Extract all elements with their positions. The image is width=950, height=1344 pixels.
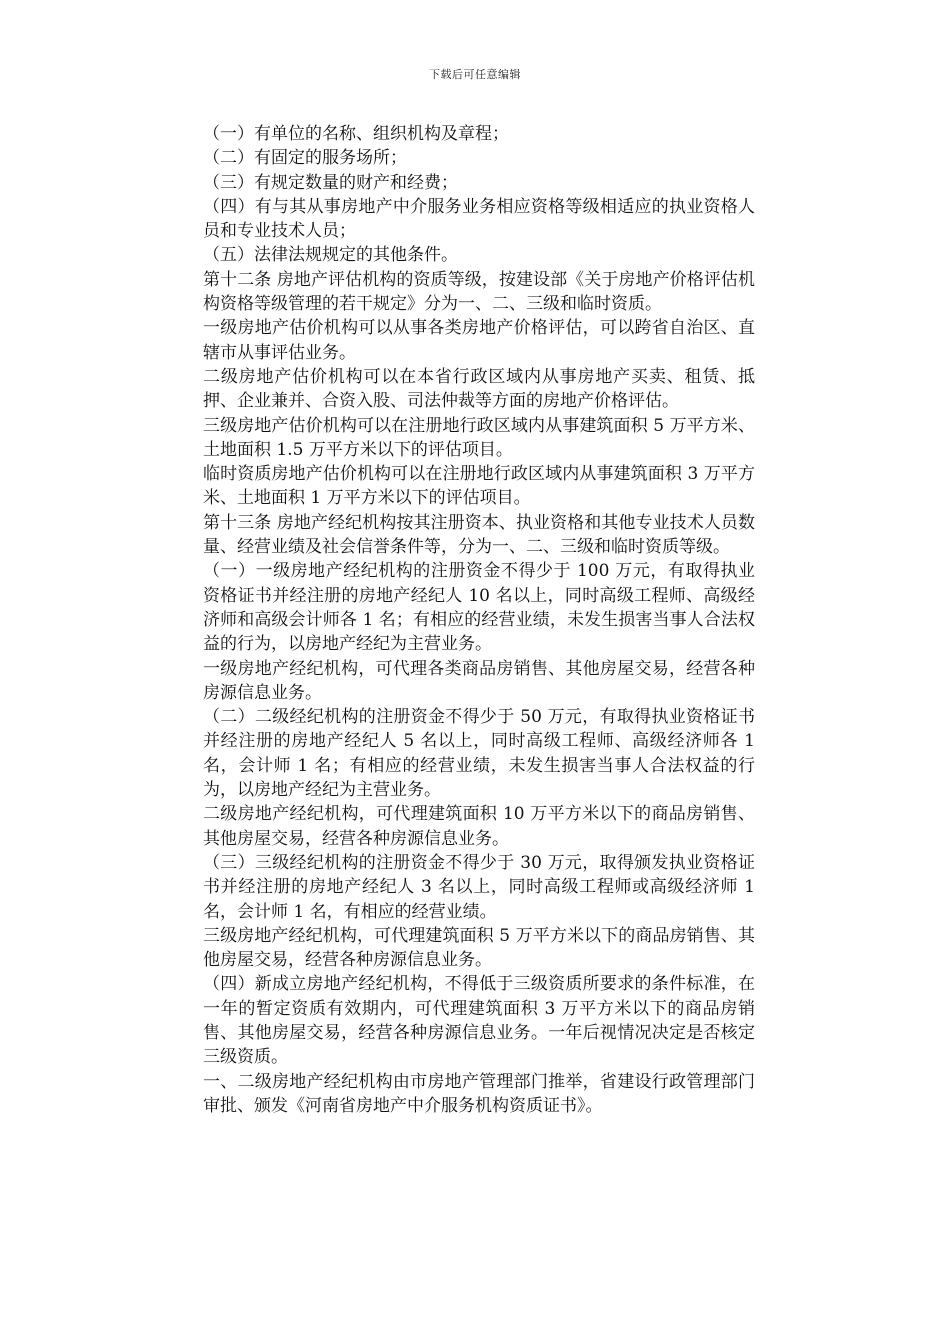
brokerage-level-2-scope: 二级房地产经纪机构，可代理建筑面积 10 万平方米以下的商品房销售、其他房屋交易，经营各种房源信息业务。 (203, 804, 755, 849)
appraisal-level-1: 一级房地产估价机构可以从事各类房地产价格评估，可以跨省自治区、直辖市从事评估业务。 (203, 318, 755, 363)
brokerage-level-1-scope: 一级房地产经纪机构，可代理各类商品房销售、其他房屋交易，经营各种房源信息业务。 (203, 658, 755, 703)
paragraph-item-4: （四）有与其从事房地产中介服务业务相应资格等级相适应的执业资格人员和专业技术人员； (203, 196, 755, 242)
brokerage-level-3-requirements: （三）三级经纪机构的注册资金不得少于 30 万元，取得颁发执业资格证书并经注册的房地产经纪人 3 名以上，同时高级工程师或高级经济师 1 名，会计师 1 名，有相应的经营业绩。 (203, 852, 755, 922)
paragraph-item-2: （二）有固定的服务场所； (203, 148, 407, 169)
brokerage-approval: 一、二级房地产经纪机构由市房地产管理部门推举，省建设行政管理部门审批、颁发《河南省房地产中介服务机构资质证书》。 (203, 1071, 755, 1116)
appraisal-level-3: 三级房地产估价机构可以在注册地行政区域内从事建筑面积 5 万平方米、土地面积 1.5 万平方米以下的评估项目。 (203, 415, 755, 460)
brokerage-level-1-requirements: （一）一级房地产经纪机构的注册资金不得少于 100 万元，有取得执业资格证书并经注册的房地产经纪人 10 名以上，同时高级工程师、高级经济师和高级会计师各 1 名；有相应的经营业绩，未发生损害当事人合法权益的行为，以房地产经纪为主营业务。 (203, 561, 755, 655)
article-13: 第十三条 房地产经纪机构按其注册资本、执业资格和其他专业技术人员数量、经营业绩及社会信誉条件等，分为一、二、三级和临时资质等级。 (203, 512, 755, 558)
brokerage-new-agency: （四）新成立房地产经纪机构，不得低于三级资质所要求的条件标准，在一年的暂定资质有效期内，可代理建筑面积 3 万平方米以下的商品房销售、其他房屋交易，经营各种房源信息业务。一年后视情况决定是否核定三级资质。 (203, 974, 755, 1068)
appraisal-level-2: 二级房地产估价机构可以在本省行政区域内从事房地产买卖、租赁、抵押、企业兼并、合资入股、司法仲裁等方面的房地产价格评估。 (203, 366, 755, 412)
brokerage-level-2-requirements: （二）二级经纪机构的注册资金不得少于 50 万元，有取得执业资格证书并经注册的房地产经纪人 5 名以上，同时高级工程师、高级经济师各 1 名，会计师 1 名；有相应的经营业绩，未发生损害当事人合法权益的行为，以房地产经纪为主营业务。 (203, 707, 755, 801)
brokerage-level-3-scope: 三级房地产经纪机构，可代理建筑面积 5 万平方米以下的商品房销售、其他房屋交易，经营各种房源信息业务。 (203, 925, 755, 971)
article-12: 第十二条 房地产评估机构的资质等级，按建设部《关于房地产价格评估机构资格等级管理的若干规定》分为一、二、三级和临时资质。 (203, 269, 755, 315)
document-body (203, 122, 755, 1118)
paragraph-item-5: （五）法律法规规定的其他条件。 (203, 245, 458, 266)
paragraph-item-3: （三）有规定数量的财产和经费； (203, 172, 458, 193)
paragraph-item-1: （一）有单位的名称、组织机构及章程； (203, 124, 509, 144)
page-header: 下载后可任意编辑 (429, 68, 521, 81)
appraisal-temporary: 临时资质房地产估价机构可以在注册地行政区域内从事建筑面积 3 万平方米、土地面积 1 万平方米以下的评估项目。 (203, 464, 755, 509)
